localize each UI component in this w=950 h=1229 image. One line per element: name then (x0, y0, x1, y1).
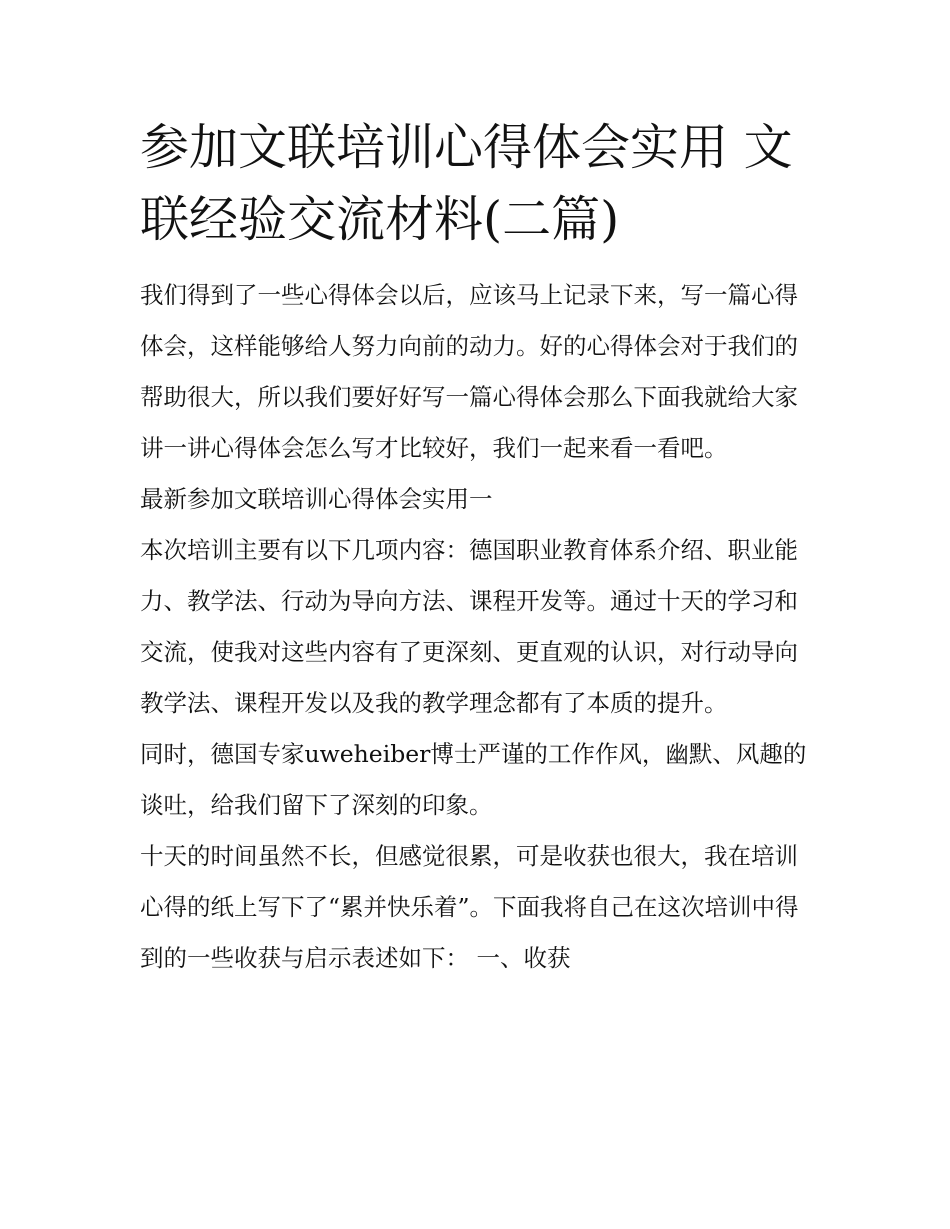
document-title: 参加文联培训心得体会实用 文联经验交流材料(二篇) (140, 119, 793, 248)
body-paragraph: 十天的时间虽然不长，但感觉很累，可是收获也很大，我在培训心得的纸上写下了“累并快乐着”。下面我将自己在这次培训中得到的一些收获与启示表述如下： 一、收获 (140, 842, 799, 972)
intro-paragraph: 我们得到了一些心得体会以后，应该马上记录下来，写一篇心得体会，这样能够给人努力向前的动力。好的心得体会对于我们的帮助很大，所以我们要好好写一篇心得体会那么下面我就给大家讲一讲心得体会怎么写才比较好，我们一起来看一看吧。 (140, 281, 798, 462)
document-page (140, 112, 812, 984)
body-paragraph: 本次培训主要有以下几项内容：德国职业教育体系介绍、职业能力、教学法、行动为导向方法、课程开发等。通过十天的学习和交流，使我对这些内容有了更深刻、更直观的认识，对行动导向教学法、课程开发以及我的教学理念都有了本质的提升。 (140, 536, 798, 717)
body-paragraph: 同时，德国专家uweheiber博士严谨的工作作风，幽默、风趣的谈吐，给我们留下了深刻的印象。 (140, 740, 807, 819)
section-heading: 最新参加文联培训心得体会实用一 (140, 485, 493, 513)
